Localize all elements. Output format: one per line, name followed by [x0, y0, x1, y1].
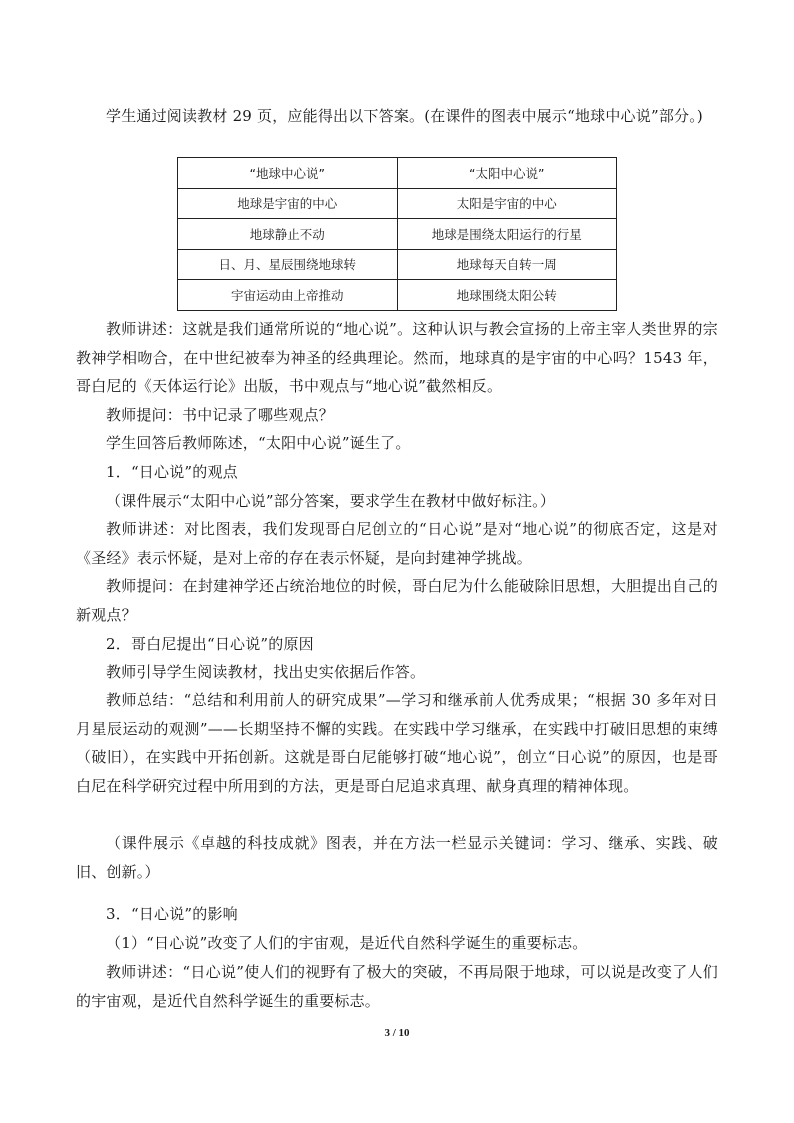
paragraph-teacher-narration-1: 教师讲述：这就是我们通常所说的“地心说”。这种认识与教会宣扬的上帝主宰人类世界的宗教神学相吻合，在中世纪被奉为神圣的经典理论。然而，地球真的是宇宙的中心吗？1543 年，哥白尼的《天体运行论》出版，书中观点与“地心说”截然相反。	[76, 320, 718, 395]
paragraph-teacher-question-1: 教师提问：书中记录了哪些观点？	[106, 406, 335, 424]
table-row	[178, 249, 617, 280]
table-cell: 地球是围绕太阳运行的行星	[397, 219, 617, 250]
table-header-cell: “太阳中心说”	[397, 158, 617, 189]
paragraph-student-answer: 学生回答后教师陈述，“太阳中心说”诞生了。	[106, 434, 411, 452]
comparison-table	[177, 157, 617, 311]
table-header-row	[178, 158, 617, 189]
section-heading-3: 3．“日心说”的影响	[106, 905, 238, 923]
table-cell: 地球是宇宙的中心	[178, 188, 398, 219]
table-row	[178, 280, 617, 311]
table-cell: 地球静止不动	[178, 219, 398, 250]
page-number: 3 / 10	[384, 1027, 410, 1039]
table-header-cell: “地球中心说”	[178, 158, 398, 189]
table-cell: 太阳是宇宙的中心	[397, 188, 617, 219]
paragraph-courseware-1: （课件展示“太阳中心说”部分答案，要求学生在教材中做好标注。）	[106, 492, 556, 510]
paragraph-intro: 学生通过阅读教材 29 页，应能得出以下答案。(在课件的图表中展示“地球中心说”部分。)	[106, 107, 703, 125]
paragraph-teacher-question-2: 教师提问：在封建神学还占统治地位的时候，哥白尼为什么能破除旧思想，大胆提出自己的新观点？	[76, 577, 718, 624]
section-heading-1: 1．“日心说”的观点	[106, 463, 238, 481]
paragraph-teacher-narration-3: 教师讲述：“日心说”使人们的视野有了极大的突破，不再局限于地球，可以说是改变了人们的宇宙观，是近代自然科学诞生的重要标志。	[76, 963, 718, 1010]
table-cell: 日、月、星辰围绕地球转	[178, 249, 398, 280]
section-heading-2: 2．哥白尼提出“日心说”的原因	[106, 635, 314, 653]
table-row	[178, 188, 617, 219]
table-cell: 地球围绕太阳公转	[397, 280, 617, 311]
paragraph-influence-1: （1）“日心说”改变了人们的宇宙观，是近代自然科学诞生的重要标志。	[106, 934, 588, 952]
table-row	[178, 219, 617, 250]
paragraph-teacher-narration-2: 教师讲述：对比图表，我们发现哥白尼创立的“日心说”是对“地心说”的彻底否定，这是对《圣经》表示怀疑，是对上帝的存在表示怀疑，是向封建神学挑战。	[76, 520, 718, 567]
table-cell: 地球每天自转一周	[397, 249, 617, 280]
paragraph-teacher-guide: 教师引导学生阅读教材，找出史实依据后作答。	[106, 663, 426, 681]
table-cell: 宇宙运动由上帝推动	[178, 280, 398, 311]
paragraph-courseware-2: （课件展示《卓越的科技成就》图表，并在方法一栏显示关键词：学习、继承、实践、破旧、创新。）	[76, 834, 718, 881]
paragraph-teacher-summary: 教师总结：“总结和利用前人的研究成果”—学习和继承前人优秀成果；“根据 30 多年对日月星辰运动的观测”——长期坚持不懈的实践。在实践中学习继承，在实践中打破旧思想的束缚（破旧），在实践中开拓创新。这就是哥白尼能够打破“地心说”，创立“日心说”的原因，也是哥白尼在科学研究过程中所用到的方法，更是哥白尼追求真理、献身真理的精神体现。	[76, 691, 718, 795]
